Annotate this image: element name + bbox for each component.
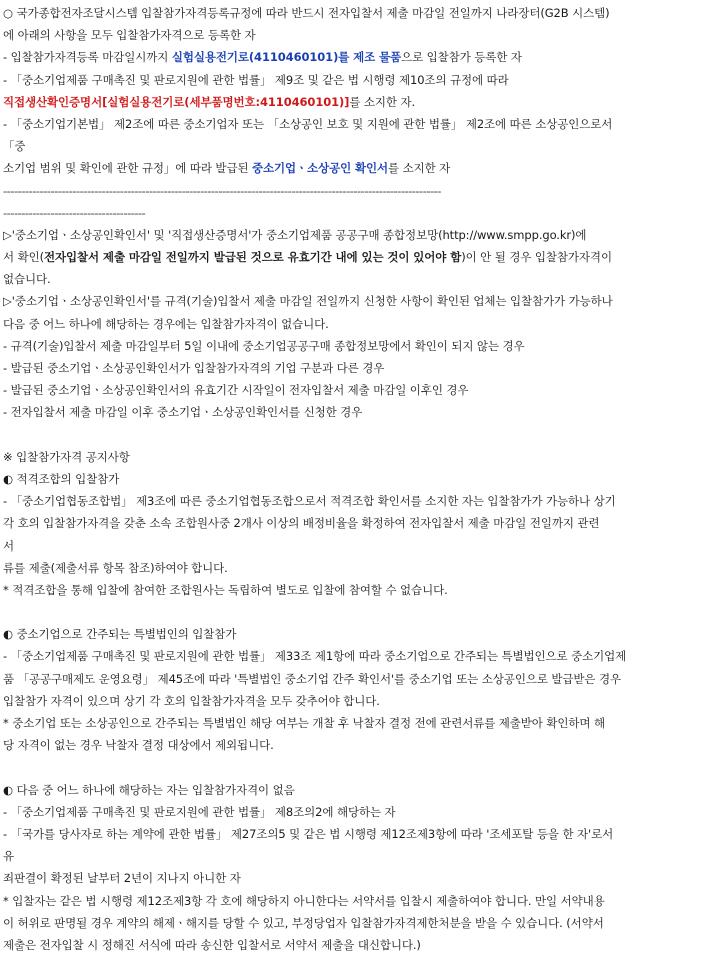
pledge-note-3: 제출은 전자입찰 시 정해진 서식에 따라 송신한 입찰서로 서약서 제출을 대신합니다.) [3, 937, 421, 952]
qualification-intro-line-2: 에 아래의 사항을 모두 입찰참가자격으로 등록한 자 [3, 28, 256, 43]
sme-certificate-end: 를 소지한 자 [388, 161, 451, 176]
special-corp-heading: ◐ 중소기업으로 간주되는 특별법인의 입찰참가 [3, 627, 237, 642]
sme-law-line-wrap: 「중 [3, 139, 26, 154]
direct-production-law-line: - 「중소기업제품 구매촉진 및 판로지원에 관한 법률」 제9조 및 같은 법 시행령 제10조의 규정에 따라 [3, 72, 509, 87]
exclusion-case-2: - 발급된 중소기업ㆍ소상공인확인서가 입찰참가자격의 기업 구분과 다른 경우 [3, 361, 385, 375]
direct-production-certificate-highlight: 직접생산확인증명서[실험실용전기로(세부품명번호:4110460101)] [3, 94, 350, 109]
sme-certificate-highlight: 중소기업ㆍ소상공인 확인서 [252, 161, 389, 176]
divider-dashes-2: --------------------------------------- [3, 205, 146, 220]
disqualification-line-1: - 「중소기업제품 구매촉진 및 판로지원에 관한 법률」 제8조의2에 해당하는 자 [3, 804, 396, 819]
verification-line-3: 없습니다. [3, 272, 51, 287]
spacer [3, 601, 715, 623]
registration-text: - 입찰참가자격등록 마감일시까지 [3, 50, 172, 65]
verification-line-1: ▷'중소기업ㆍ소상공인확인서' 및 '직접생산증명서'가 중소기업제품 공공구매 종합정보망(http://www.smpp.go.kr)에 [3, 227, 587, 242]
cooperative-line-4: 류를 제출(제출서류 항목 참조)하여야 합니다. [3, 560, 228, 575]
special-corp-line-2: 품 「공공구매제도 운영요령」 제45조에 따라 '특별법인 중소기업 간주 확인서'를 중소기업 또는 소상공인으로 발급받은 경우 [3, 671, 622, 686]
special-corp-line-3: 입찰참가 자격이 있으며 상기 각 호의 입찰참가자격을 모두 갖추어야 합니다. [3, 693, 380, 708]
sme-certificate-line [3, 157, 715, 179]
notice-heading: ※ 입찰참가자격 공지사항 [3, 449, 130, 464]
exclusion-case-1: - 규격(기술)입찰서 제출 마감일부터 5일 이내에 중소기업공공구매 종합정보망에서 확인이 되지 않는 경우 [3, 338, 525, 353]
spacer [3, 756, 715, 778]
verification-text: 서 확인( [3, 250, 44, 265]
cooperative-line-2: 각 호의 입찰참가자격을 갖춘 소속 조합원사중 2개사 이상의 배정비율을 확정하여 전자입찰서 제출 마감일 전일까지 관련 [3, 516, 600, 531]
disqualification-line-2: - 「국가를 당사자로 하는 계약에 관한 법률」 제27조의5 및 같은 법 시행령 제12조제3항에 따라 '조세포탈 등을 한 자'로서 [3, 826, 614, 841]
sme-certificate-text: 소기업 범위 및 확인에 관한 규정」에 따라 발급된 [3, 161, 253, 176]
spacer [3, 424, 715, 446]
disqualification-line-3: 유 [3, 849, 15, 864]
direct-production-certificate-end: 를 소지한 자. [349, 94, 416, 109]
verification-text-end: )이 안 될 경우 입찰참가자격이 [461, 250, 612, 265]
application-line-1: ▷'중소기업ㆍ소상공인확인서'를 규격(기술)입찰서 제출 마감일 전일까지 신청한 사항이 확인된 업체는 입찰참가가 가능하나 [3, 294, 613, 309]
sme-law-line: - 「중소기업기본법」 제2조에 따른 중소기업자 또는 「소상공인 보호 및 지원에 관한 법률」 제2조에 따른 소상공인으로서 [3, 116, 613, 131]
pledge-note-1: * 입찰자는 같은 법 시행령 제12조제3항 각 호에 해당하지 아니한다는 서약서를 입찰시 제출하여야 합니다. 만일 서약내용 [3, 893, 605, 908]
registration-text-end: 으로 입찰참가 등록한 자 [401, 50, 522, 65]
cooperative-line-3: 서 [3, 538, 15, 553]
exclusion-case-4: - 전자입찰서 제출 마감일 이후 중소기업ㆍ소상공인확인서를 신청한 경우 [3, 405, 363, 420]
verification-line-2 [3, 246, 715, 268]
cooperative-heading: ◐ 적격조합의 입찰참가 [3, 471, 120, 486]
exclusion-case-3: - 발급된 중소기업ㆍ소상공인확인서의 유효기간 시작일이 전자입찰서 제출 마감일 이후인 경우 [3, 383, 469, 398]
special-corp-line-1: - 「중소기업제품 구매촉진 및 판로지원에 관한 법률」 제33조 제1항에 따라 중소기업으로 간주되는 특별법인으로 중소기업제 [3, 649, 627, 664]
disqualification-line-4: 죄판결이 확정된 날부터 2년이 지나지 아니한 자 [3, 871, 241, 886]
divider-dashes-1: ------------------------------------------------------------------------------------------------------------------------ [3, 183, 441, 198]
registration-requirement [3, 46, 715, 68]
special-corp-note-1: * 중소기업 또는 소상공인으로 간주되는 특별법인 해당 여부는 개찰 후 낙찰자 결정 전에 관련서류를 제출받아 확인하며 해 [3, 716, 605, 730]
bid-notice-document [3, 2, 715, 956]
registration-item-highlight: 실험실용전기로(4110460101)를 제조 물품 [171, 50, 402, 65]
cooperative-note: * 적격조합을 통해 입찰에 참여한 조합원사는 독립하여 별도로 입찰에 참여할 수 없습니다. [3, 582, 448, 597]
pledge-note-2: 이 허위로 판명될 경우 계약의 해제ㆍ해지를 당할 수 있고, 부정당업자 입찰참가자격제한처분을 받을 수 있습니다. (서약서 [3, 915, 604, 930]
qualification-intro-line-1: ○ 국가종합전자조달시스템 입찰참가자격등록규정에 따라 반드시 전자입찰서 제출 마감일 전일까지 나라장터(G2B 시스템) [3, 6, 610, 20]
application-line-2: 다음 중 어느 하나에 해당하는 경우에는 입찰참가자격이 없습니다. [3, 316, 329, 331]
disqualification-heading: ◐ 다음 중 어느 하나에 해당하는 자는 입찰참가자격이 없음 [3, 782, 295, 797]
direct-production-certificate-line [3, 91, 715, 113]
cooperative-line-1: - 「중소기업협동조합법」 제3조에 따른 중소기업협동조합으로서 적격조합 확인서를 소지한 자는 입찰참가가 가능하나 상기 [3, 494, 616, 509]
verification-bold-condition: 전자입찰서 제출 마감일 전일까지 발급된 것으로 유효기간 내에 있는 것이 있어야 함 [43, 250, 462, 265]
special-corp-note-2: 당 자격이 없는 경우 낙찰자 결정 대상에서 제외됩니다. [3, 738, 274, 753]
